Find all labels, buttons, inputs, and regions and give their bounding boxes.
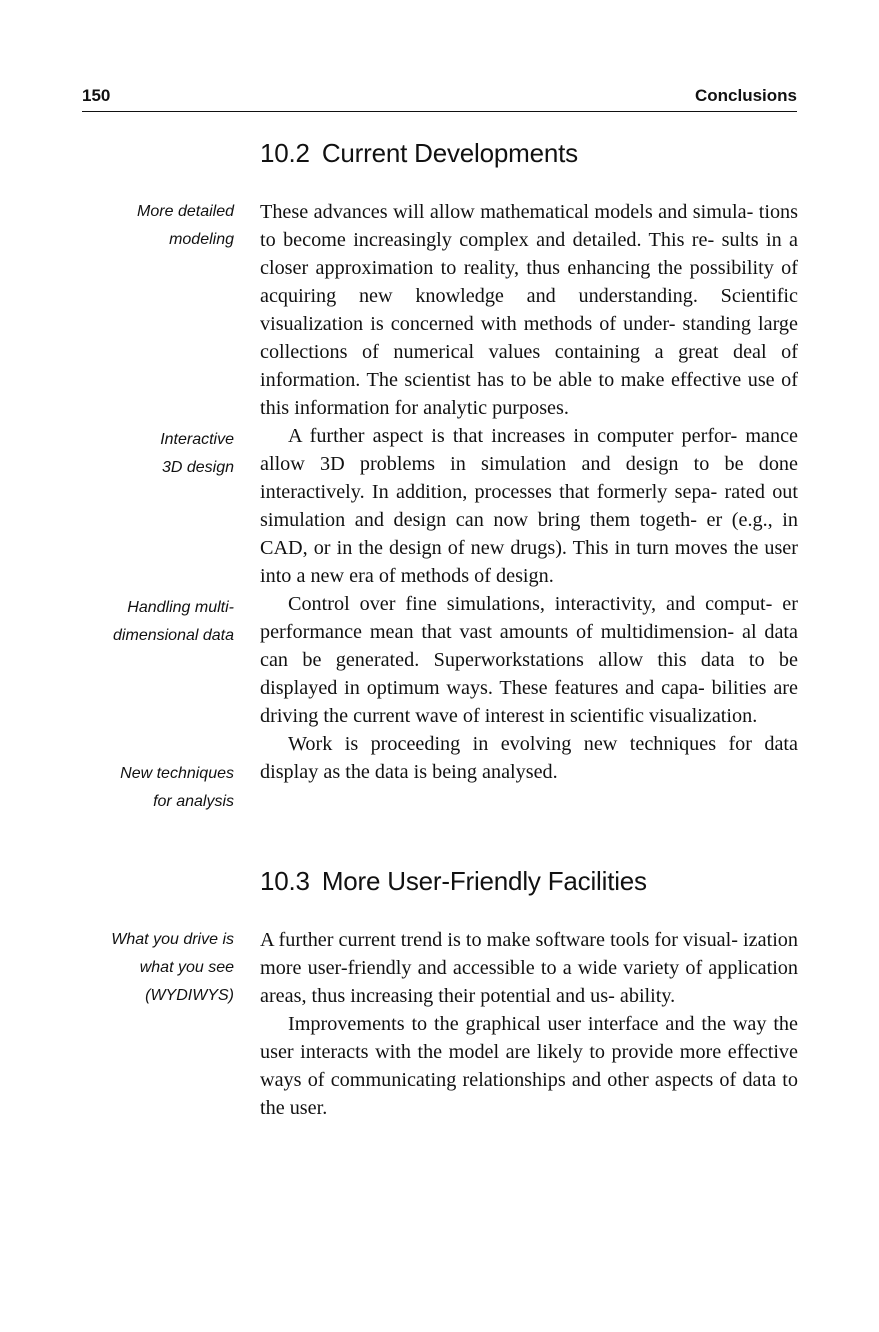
margin-note-wydiwys: What you drive is what you see (WYDIWYS): [111, 931, 234, 1004]
section-title: Current Developments: [321, 138, 578, 168]
margin-note-detailed-modeling: More detailed modeling: [137, 203, 234, 248]
section-heading-current-developments: [260, 138, 578, 169]
paragraph: A further aspect is that increases in computer perfor- mance allow 3D problems in simulation and design to be done interactively. In addition, processes that formerly sepa- rated out simulation and design can now bring them togeth- er (e.g., in CAD, or in the design of new drugs). This in turn moves the user into a new era of methods of design.: [260, 425, 798, 587]
section-number: 10.3: [260, 866, 310, 896]
paragraph: These advances will allow mathematical models and simula- tions to become increasingly complex and detailed. This re- sults in a closer approximation to reality, thus enhancing the possibility of acquiring new knowledge and understanding. Scientific visualization is concerned with methods of under- standing large collections of numerical values containing a great deal of information. The scientist has to be able to make effective use of this information for analytic purposes.: [260, 201, 798, 419]
section-title: More User-Friendly Facilities: [321, 866, 647, 896]
section-heading-user-friendly: [260, 866, 647, 897]
margin-note-new-techniques: New techniques for analysis: [120, 765, 234, 810]
paragraph: Work is proceeding in evolving new techniques for data display as the data is being analysed.: [260, 733, 798, 783]
page-header: [82, 86, 797, 108]
margin-note-multidimensional: Handling multi- dimensional data: [113, 599, 234, 644]
paragraph: Improvements to the graphical user interface and the way the user interacts with the model are likely to provide more effective ways of communicating relationships and other aspects of data to the user.: [260, 1013, 798, 1119]
header-rule: [82, 111, 797, 112]
paragraph: A further current trend is to make software tools for visual- ization more user-friendly and accessible to a wide variety of application areas, thus increasing their potential and us- ability.: [260, 929, 798, 1007]
section-body-current-developments: [260, 198, 798, 786]
section-number: 10.2: [260, 138, 310, 168]
running-head: Conclusions: [694, 86, 797, 105]
paragraph: Control over fine simulations, interactivity, and comput- er performance mean that vast amounts of multidimension- al data can be generated. Superworkstations allow this data to be displayed in optimum ways. These features and capa- bilities are driving the current wave of interest in scientific visualization.: [260, 593, 798, 727]
section-body-user-friendly: [260, 926, 798, 1122]
margin-note-interactive-3d: Interactive 3D design: [160, 431, 234, 476]
page-number: 150: [82, 86, 111, 105]
